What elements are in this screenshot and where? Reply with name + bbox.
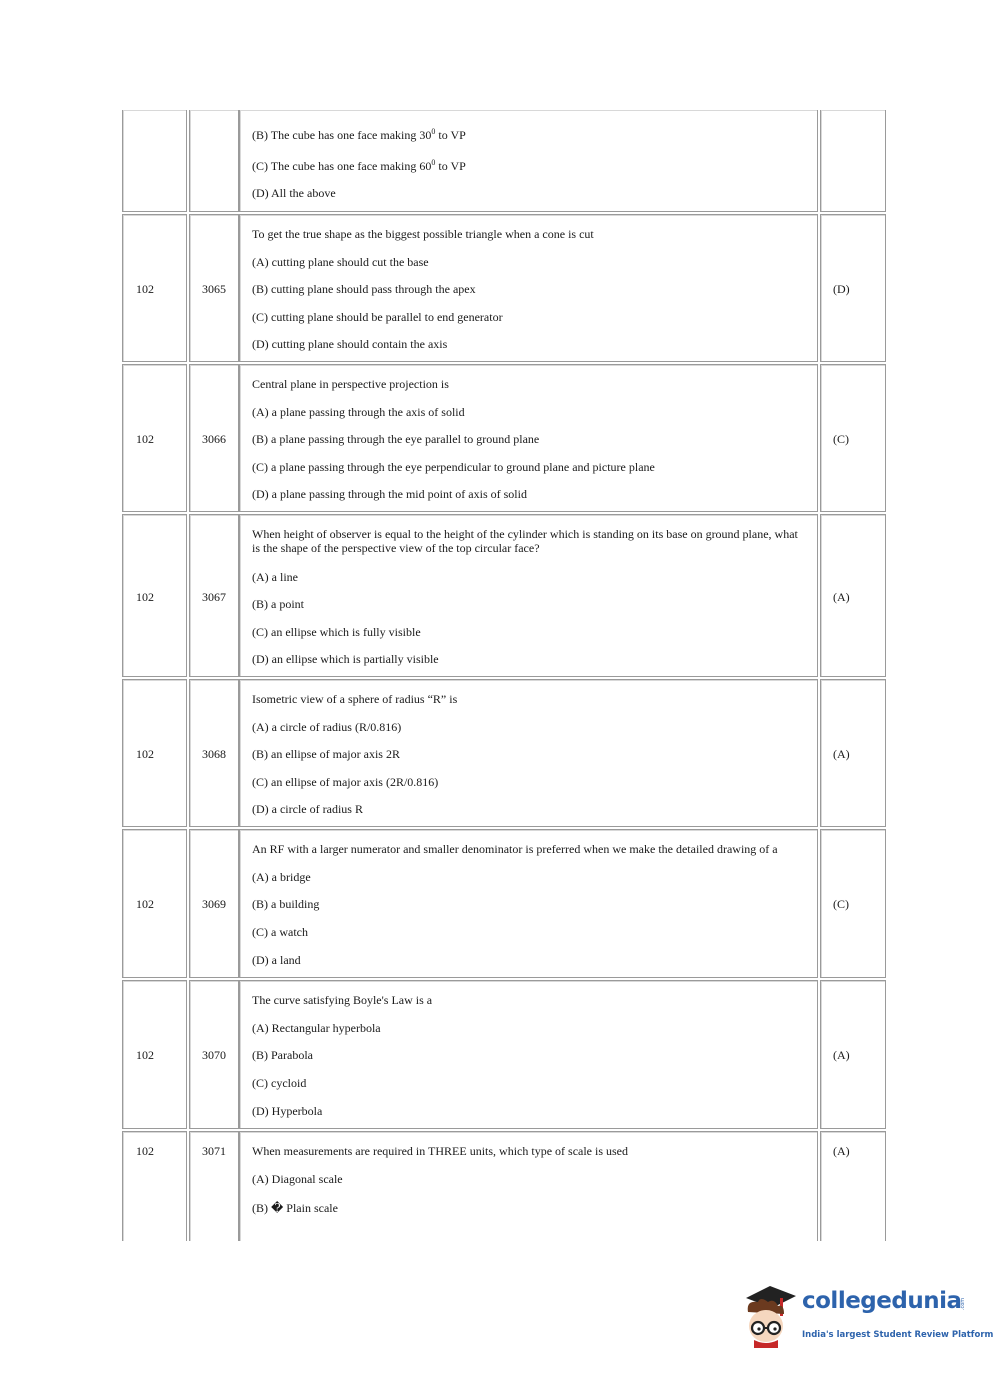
cell-subject-code	[122, 110, 187, 212]
collegedunia-logo	[740, 1282, 994, 1352]
table-row	[122, 364, 886, 512]
cell-question-number	[189, 679, 239, 827]
option-text: (A) Rectangular hyperbola	[252, 1021, 381, 1035]
answer-key: (A)	[833, 747, 850, 761]
question-text: When height of observer is equal to the height of the cylinder which is standing on its base on ground plane, what is the shape of the perspective view of the top circular face?	[252, 527, 798, 555]
cell-answer	[820, 514, 886, 677]
option-text: (B) a point	[252, 597, 304, 611]
option-text: (A) a circle of radius (R/0.816)	[252, 720, 402, 734]
option-text: (C) cutting plane should be parallel to end generator	[252, 310, 503, 324]
cell-question-number	[189, 514, 239, 677]
option-text: (B) � Plain scale	[252, 1201, 338, 1215]
option-text: (D) an ellipse which is partially visible	[252, 652, 439, 666]
cell-question-number	[189, 214, 239, 362]
option-text: (A) a line	[252, 570, 298, 584]
table-row	[122, 110, 886, 212]
table-row	[122, 829, 886, 978]
option-text: (C) a plane passing through the eye perpendicular to ground plane and picture plane	[252, 460, 655, 474]
option-text: (C) The cube has one face making $60^0$ to VP	[252, 158, 466, 173]
cell-question-number	[189, 980, 239, 1129]
cell-answer	[820, 980, 886, 1129]
option-text: (C) an ellipse which is fully visible	[252, 625, 421, 639]
option-text: (C) a watch	[252, 925, 308, 939]
cell-subject-code	[122, 679, 187, 827]
subject-code: 102	[136, 432, 154, 446]
logo-tagline: India's largest Student Review Platform	[802, 1330, 994, 1340]
question-number: 3070	[202, 1048, 226, 1062]
option-text: (D) Hyperbola	[252, 1104, 323, 1118]
cell-question	[239, 514, 818, 677]
logo-wordmark: collegedunia	[802, 1288, 962, 1314]
cell-answer	[820, 364, 886, 512]
cell-question-number	[189, 110, 239, 212]
question-text: Isometric view of a sphere of radius “R” is	[252, 692, 458, 706]
subject-code: 102	[136, 897, 154, 911]
cell-answer	[820, 1131, 886, 1241]
option-text: (C) cycloid	[252, 1076, 307, 1090]
option-text: (A) Diagonal scale	[252, 1172, 343, 1186]
question-number: 3071	[202, 1144, 226, 1158]
answer-key: (C)	[833, 432, 849, 446]
question-text: An RF with a larger numerator and smaller denominator is preferred when we make the detailed drawing of a	[252, 842, 778, 856]
cell-subject-code	[122, 514, 187, 677]
question-text: The curve satisfying Boyle's Law is a	[252, 993, 433, 1007]
table-row	[122, 214, 886, 362]
option-text: (D) All the above	[252, 186, 336, 200]
cell-question-number	[189, 829, 239, 978]
table-row	[122, 514, 886, 677]
answer-key: (A)	[833, 1144, 850, 1158]
answer-key: (A)	[833, 1048, 850, 1062]
question-number: 3065	[202, 282, 226, 296]
cell-question	[239, 364, 818, 512]
cell-question	[239, 679, 818, 827]
cell-answer	[820, 829, 886, 978]
option-text: (D) cutting plane should contain the axis	[252, 337, 448, 351]
option-text: (D) a land	[252, 953, 301, 967]
cell-answer	[820, 214, 886, 362]
question-number: 3066	[202, 432, 226, 446]
option-text: (D) a plane passing through the mid point of axis of solid	[252, 487, 527, 501]
option-text: (B) a building	[252, 897, 320, 911]
cell-subject-code	[122, 364, 187, 512]
option-text: (D) a circle of radius R	[252, 802, 363, 816]
logo-suffix: .com	[960, 1297, 967, 1311]
subject-code: 102	[136, 1144, 154, 1158]
option-text: (B) The cube has one face making $30^0$ to VP	[252, 127, 466, 142]
answer-key: (D)	[833, 282, 850, 296]
question-text: Central plane in perspective projection is	[252, 377, 449, 391]
option-text: (C) an ellipse of major axis (2R/0.816)	[252, 775, 439, 789]
cell-question	[239, 214, 818, 362]
question-number: 3068	[202, 747, 226, 761]
question-number: 3069	[202, 897, 226, 911]
cell-question	[239, 110, 818, 212]
subject-code: 102	[136, 747, 154, 761]
cell-subject-code	[122, 1131, 187, 1241]
mascot-icon	[740, 1282, 800, 1350]
table-row	[122, 679, 886, 827]
cell-answer	[820, 679, 886, 827]
cell-subject-code	[122, 980, 187, 1129]
subject-code: 102	[136, 282, 154, 296]
option-text: (A) a bridge	[252, 870, 311, 884]
subject-code: 102	[136, 590, 154, 604]
option-text: (B) a plane passing through the eye parallel to ground plane	[252, 432, 540, 446]
cell-answer	[820, 110, 886, 212]
cell-subject-code	[122, 214, 187, 362]
option-text: (B) cutting plane should pass through the apex	[252, 282, 476, 296]
question-text: When measurements are required in THREE units, which type of scale is used	[252, 1144, 629, 1158]
answer-key: (C)	[833, 897, 849, 911]
cell-subject-code	[122, 829, 187, 978]
option-text: (A) cutting plane should cut the base	[252, 255, 429, 269]
option-text: (B) Parabola	[252, 1048, 313, 1062]
question-table	[122, 110, 886, 1241]
table-row	[122, 1131, 886, 1241]
cell-question-number	[189, 364, 239, 512]
cell-question	[239, 829, 818, 978]
option-text: (B) an ellipse of major axis 2R	[252, 747, 400, 761]
cell-question	[239, 1131, 818, 1241]
subject-code: 102	[136, 1048, 154, 1062]
answer-key: (A)	[833, 590, 850, 604]
cell-question	[239, 980, 818, 1129]
question-number: 3067	[202, 590, 226, 604]
table-row	[122, 980, 886, 1129]
question-text: To get the true shape as the biggest possible triangle when a cone is cut	[252, 227, 594, 241]
cell-question-number	[189, 1131, 239, 1241]
option-text: (A) a plane passing through the axis of solid	[252, 405, 465, 419]
